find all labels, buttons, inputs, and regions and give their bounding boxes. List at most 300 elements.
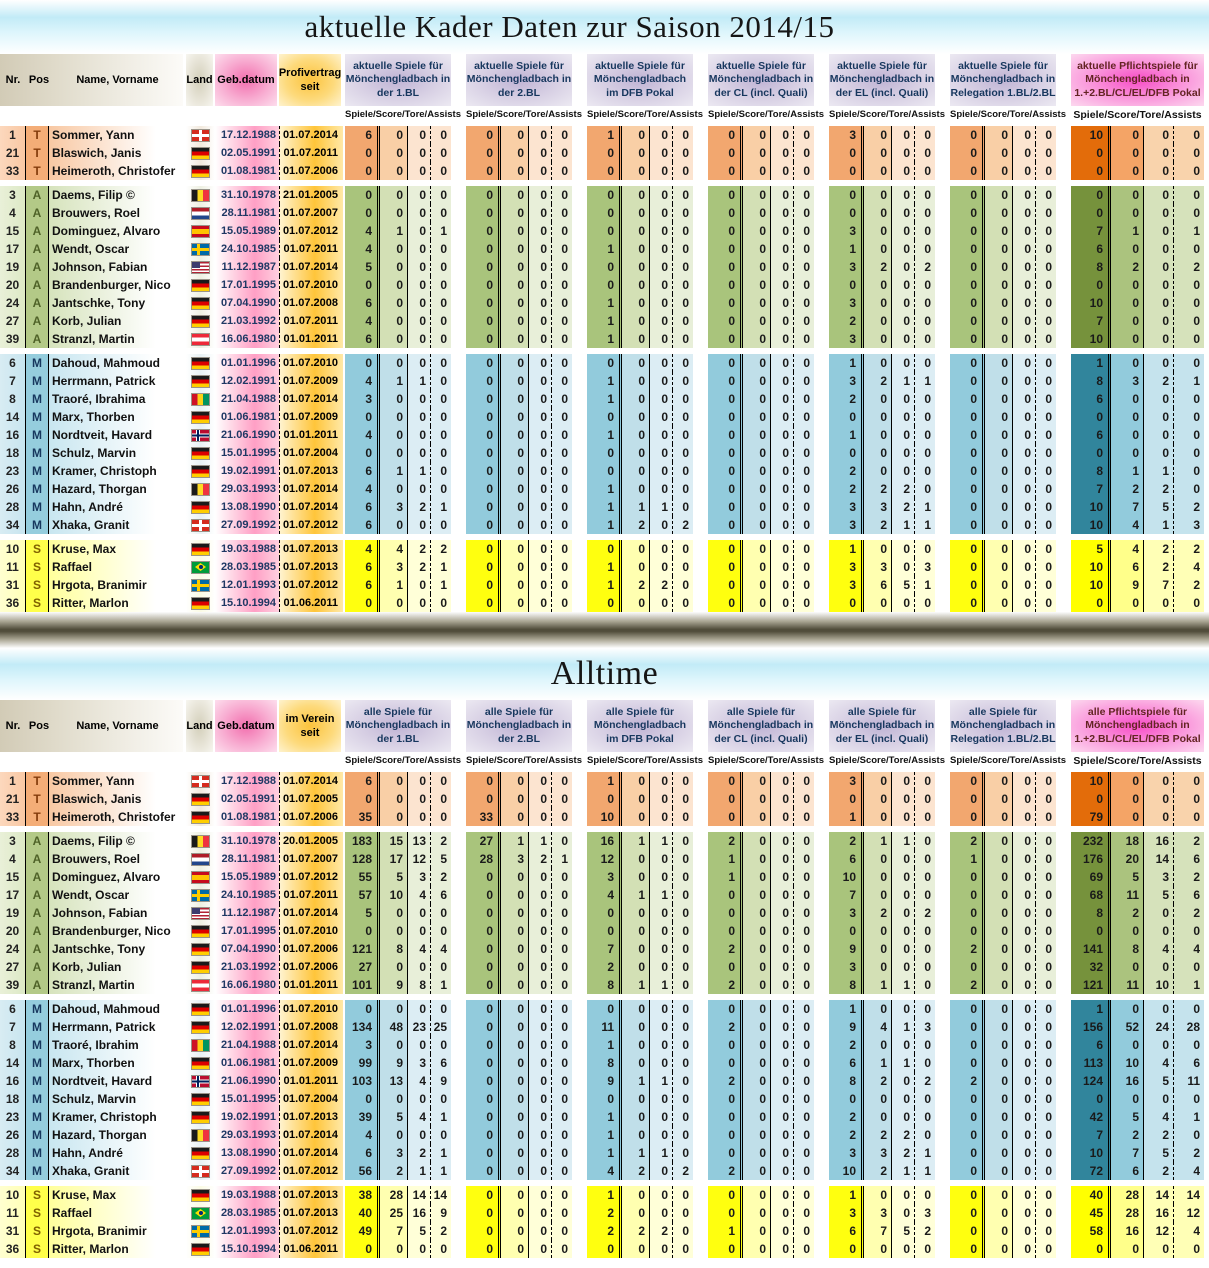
assists-cell: 0 xyxy=(673,276,693,294)
score-cell: 0 xyxy=(501,426,529,444)
stat-group xyxy=(950,276,1056,294)
stat-group xyxy=(466,312,572,330)
stat-group xyxy=(466,144,572,162)
birthdate: 15.10.1994 xyxy=(215,1240,279,1258)
stat-group xyxy=(345,958,451,976)
assists-cell: 4 xyxy=(1174,940,1204,958)
tore-cell: 0 xyxy=(529,1000,552,1018)
pflichtspiele-group xyxy=(1071,1126,1204,1144)
stats-subheader: Spiele/Score/Tore/Assists xyxy=(466,755,582,766)
score-cell: 10 xyxy=(380,886,408,904)
tore-cell: 0 xyxy=(408,258,431,276)
member-since: 01.06.2011 xyxy=(279,594,343,612)
spiele-cell: 1 xyxy=(587,576,622,594)
stat-group xyxy=(587,312,693,330)
player-name: Johnson, Fabian xyxy=(49,904,186,922)
birthdate: 11.12.1987 xyxy=(215,258,279,276)
tore-cell: 0 xyxy=(529,868,552,886)
score-cell: 0 xyxy=(380,1126,408,1144)
spiele-cell: 0 xyxy=(466,594,501,612)
stat-group xyxy=(587,390,693,408)
player-position: M xyxy=(26,462,49,480)
pflichtspiele-group xyxy=(1071,498,1204,516)
score-cell: 0 xyxy=(501,1108,529,1126)
tore-cell: 1 xyxy=(892,976,915,994)
stat-groups xyxy=(345,1036,1204,1054)
member-since: 01.07.2014 xyxy=(279,1126,343,1144)
spiele-cell: 10 xyxy=(829,1162,864,1180)
assists-cell: 0 xyxy=(1036,390,1056,408)
spiele-cell: 0 xyxy=(587,186,622,204)
spiele-cell: 3 xyxy=(829,772,864,790)
player-row xyxy=(0,498,1209,516)
score-cell: 0 xyxy=(864,594,892,612)
stat-groups xyxy=(345,772,1204,790)
assists-cell: 0 xyxy=(1036,330,1056,348)
player-row xyxy=(0,958,1209,976)
flag-germany-icon xyxy=(192,376,209,387)
tore-cell: 0 xyxy=(771,276,794,294)
score-cell: 0 xyxy=(985,186,1013,204)
player-number: 17 xyxy=(0,886,26,904)
tore-cell: 1 xyxy=(650,1072,673,1090)
stat-group xyxy=(708,850,814,868)
player-number: 28 xyxy=(0,498,26,516)
assists-cell: 4 xyxy=(1174,558,1204,576)
player-number: 6 xyxy=(0,1000,26,1018)
tore-cell: 0 xyxy=(408,312,431,330)
assists-cell: 1 xyxy=(431,976,451,994)
spiele-cell: 8 xyxy=(829,1072,864,1090)
spiele-cell: 0 xyxy=(1071,594,1111,612)
spiele-cell: 0 xyxy=(708,330,743,348)
spiele-cell: 232 xyxy=(1071,832,1111,850)
tore-cell: 0 xyxy=(529,1186,552,1204)
stat-group xyxy=(950,922,1056,940)
score-cell: 0 xyxy=(743,1036,771,1054)
assists-cell: 0 xyxy=(552,904,572,922)
member-since: 01.07.2013 xyxy=(279,1108,343,1126)
country-cell xyxy=(186,886,215,904)
member-since: 01.07.2007 xyxy=(279,850,343,868)
country-cell xyxy=(186,462,215,480)
assists-cell: 0 xyxy=(431,922,451,940)
country-cell xyxy=(186,516,215,534)
stat-group xyxy=(950,240,1056,258)
spiele-cell: 0 xyxy=(708,516,743,534)
tore-cell: 0 xyxy=(408,162,431,180)
assists-cell: 0 xyxy=(552,594,572,612)
country-cell xyxy=(186,808,215,826)
tore-cell: 0 xyxy=(529,204,552,222)
stat-group xyxy=(829,276,935,294)
score-cell: 0 xyxy=(380,390,408,408)
score-cell: 4 xyxy=(380,540,408,558)
score-cell: 1 xyxy=(622,886,650,904)
score-cell: 0 xyxy=(380,204,408,222)
score-cell: 0 xyxy=(501,976,529,994)
stat-group xyxy=(829,868,935,886)
score-cell: 0 xyxy=(743,1144,771,1162)
tore-cell: 5 xyxy=(408,1222,431,1240)
score-cell: 10 xyxy=(1111,1054,1144,1072)
player-name: Raffael xyxy=(49,1204,186,1222)
assists-cell: 0 xyxy=(431,594,451,612)
assists-cell: 0 xyxy=(794,940,814,958)
tore-cell: 0 xyxy=(1144,312,1174,330)
spiele-cell: 0 xyxy=(466,126,501,144)
pflichtspiele-group xyxy=(1071,558,1204,576)
assists-cell: 0 xyxy=(431,426,451,444)
score-cell: 0 xyxy=(622,772,650,790)
assists-cell: 0 xyxy=(552,790,572,808)
player-position: M xyxy=(26,390,49,408)
assists-cell: 0 xyxy=(1036,1054,1056,1072)
spiele-cell: 176 xyxy=(1071,850,1111,868)
stat-group xyxy=(345,1240,451,1258)
spiele-cell: 5 xyxy=(1071,540,1111,558)
tore-cell: 0 xyxy=(1013,1240,1036,1258)
score-cell: 0 xyxy=(985,1144,1013,1162)
assists-cell: 0 xyxy=(431,354,451,372)
spiele-cell: 0 xyxy=(950,162,985,180)
player-number: 10 xyxy=(0,540,26,558)
stat-group xyxy=(587,498,693,516)
tore-cell: 0 xyxy=(771,498,794,516)
score-cell: 17 xyxy=(380,850,408,868)
assists-cell: 0 xyxy=(1036,904,1056,922)
assists-cell: 0 xyxy=(552,1240,572,1258)
score-cell: 1 xyxy=(380,462,408,480)
assists-cell: 0 xyxy=(673,790,693,808)
stat-group xyxy=(345,850,451,868)
col-header-pos: Pos xyxy=(28,719,50,732)
tore-cell: 0 xyxy=(1013,204,1036,222)
pflichtspiele-group xyxy=(1071,516,1204,534)
spiele-cell: 12 xyxy=(587,850,622,868)
assists-cell: 0 xyxy=(1036,240,1056,258)
score-cell: 0 xyxy=(864,444,892,462)
spiele-cell: 0 xyxy=(1071,162,1111,180)
score-cell: 6 xyxy=(1111,1162,1144,1180)
stat-group xyxy=(708,1000,814,1018)
score-cell: 0 xyxy=(501,558,529,576)
tore-cell: 0 xyxy=(650,1036,673,1054)
stat-group xyxy=(345,1054,451,1072)
spiele-cell: 68 xyxy=(1071,886,1111,904)
stat-group xyxy=(345,1108,451,1126)
score-cell: 3 xyxy=(380,558,408,576)
stat-group xyxy=(708,186,814,204)
tore-cell: 0 xyxy=(1144,904,1174,922)
stat-group xyxy=(345,126,451,144)
stat-groups xyxy=(345,312,1204,330)
stat-groups xyxy=(345,832,1204,850)
score-cell: 2 xyxy=(1111,258,1144,276)
spiele-cell: 1 xyxy=(587,498,622,516)
score-cell: 0 xyxy=(622,1204,650,1222)
score-cell: 0 xyxy=(1111,1000,1144,1018)
tore-cell: 0 xyxy=(1144,1036,1174,1054)
score-cell: 0 xyxy=(622,594,650,612)
assists-cell: 0 xyxy=(915,940,935,958)
spiele-cell: 1 xyxy=(829,426,864,444)
spiele-cell: 2 xyxy=(587,1222,622,1240)
stat-group xyxy=(708,372,814,390)
assists-cell: 0 xyxy=(915,868,935,886)
member-since: 01.07.2013 xyxy=(279,462,343,480)
score-cell: 5 xyxy=(380,868,408,886)
tore-cell: 0 xyxy=(771,1072,794,1090)
stat-group xyxy=(829,390,935,408)
score-cell: 2 xyxy=(864,516,892,534)
stat-groups xyxy=(345,1222,1204,1240)
assists-cell: 3 xyxy=(1174,516,1204,534)
assists-cell: 0 xyxy=(1036,498,1056,516)
assists-cell: 0 xyxy=(1036,790,1056,808)
birthdate: 17.12.1988 xyxy=(215,772,279,790)
assists-cell: 0 xyxy=(431,372,451,390)
stat-group xyxy=(829,1090,935,1108)
tore-cell: 0 xyxy=(1013,1090,1036,1108)
assists-cell: 0 xyxy=(1174,390,1204,408)
player-number: 20 xyxy=(0,922,26,940)
tore-cell: 0 xyxy=(771,594,794,612)
assists-cell: 2 xyxy=(1174,832,1204,850)
player-name: Sommer, Yann xyxy=(49,126,186,144)
spiele-cell: 10 xyxy=(1071,330,1111,348)
assists-cell: 0 xyxy=(673,354,693,372)
stat-group xyxy=(708,940,814,958)
assists-cell: 0 xyxy=(794,576,814,594)
tore-cell: 0 xyxy=(892,1240,915,1258)
tore-cell: 0 xyxy=(1013,904,1036,922)
spiele-cell: 0 xyxy=(466,162,501,180)
country-cell xyxy=(186,940,215,958)
spiele-cell: 3 xyxy=(829,372,864,390)
stat-group xyxy=(587,462,693,480)
stat-group xyxy=(950,330,1056,348)
assists-cell: 0 xyxy=(552,258,572,276)
assists-cell: 0 xyxy=(552,772,572,790)
spiele-cell: 2 xyxy=(829,1126,864,1144)
stat-groups xyxy=(345,576,1204,594)
pflichtspiele-group xyxy=(1071,976,1204,994)
assists-cell: 0 xyxy=(1036,940,1056,958)
score-cell: 0 xyxy=(743,1054,771,1072)
stat-group xyxy=(708,790,814,808)
assists-cell: 4 xyxy=(1174,1222,1204,1240)
assists-cell: 0 xyxy=(915,462,935,480)
score-cell: 0 xyxy=(864,1186,892,1204)
assists-cell: 0 xyxy=(915,162,935,180)
spiele-cell: 0 xyxy=(587,1240,622,1258)
stat-group xyxy=(466,1144,572,1162)
assists-cell: 0 xyxy=(915,958,935,976)
birthdate: 27.09.1992 xyxy=(215,1162,279,1180)
stat-group xyxy=(708,1126,814,1144)
spiele-cell: 0 xyxy=(708,312,743,330)
assists-cell: 0 xyxy=(1036,540,1056,558)
player-number: 4 xyxy=(0,204,26,222)
stat-groups xyxy=(345,390,1204,408)
tore-cell: 0 xyxy=(1013,1126,1036,1144)
assists-cell: 0 xyxy=(552,480,572,498)
assists-cell: 0 xyxy=(431,144,451,162)
stat-group xyxy=(345,276,451,294)
assists-cell: 0 xyxy=(431,1000,451,1018)
assists-cell: 0 xyxy=(794,868,814,886)
spiele-cell: 0 xyxy=(1071,204,1111,222)
tore-cell: 0 xyxy=(1013,126,1036,144)
assists-cell: 0 xyxy=(1036,808,1056,826)
player-row xyxy=(0,1144,1209,1162)
spiele-cell: 0 xyxy=(345,1090,380,1108)
player-row xyxy=(0,772,1209,790)
score-cell: 0 xyxy=(985,958,1013,976)
assists-cell: 0 xyxy=(1174,790,1204,808)
spiele-cell: 0 xyxy=(466,958,501,976)
player-position: S xyxy=(26,1222,49,1240)
stat-group-header: aktuelle Spiele für Mönchengladbach in der 1.BL xyxy=(345,54,451,106)
score-cell: 3 xyxy=(1111,372,1144,390)
stat-group xyxy=(345,444,451,462)
spiele-cell: 0 xyxy=(950,462,985,480)
assists-cell: 0 xyxy=(794,444,814,462)
score-cell: 0 xyxy=(380,240,408,258)
stat-group xyxy=(829,162,935,180)
spiele-cell: 5 xyxy=(345,904,380,922)
stat-group xyxy=(708,240,814,258)
assists-cell: 0 xyxy=(552,1108,572,1126)
assists-cell: 3 xyxy=(915,1204,935,1222)
assists-cell: 0 xyxy=(915,240,935,258)
tore-cell: 0 xyxy=(1013,1204,1036,1222)
player-position: T xyxy=(26,144,49,162)
stat-groups xyxy=(345,498,1204,516)
member-since: 01.07.2011 xyxy=(279,240,343,258)
birthdate: 01.01.1996 xyxy=(215,354,279,372)
tore-cell: 10 xyxy=(1144,976,1174,994)
score-cell: 0 xyxy=(622,480,650,498)
stat-group xyxy=(829,240,935,258)
position-block-a xyxy=(0,186,1209,348)
stat-group-header: alle Spiele für Mönchengladbach in der 1.BL xyxy=(345,700,451,752)
score-cell: 0 xyxy=(985,516,1013,534)
tore-cell: 14 xyxy=(1144,1186,1174,1204)
assists-cell: 0 xyxy=(794,594,814,612)
tore-cell: 0 xyxy=(892,1186,915,1204)
stat-group xyxy=(466,940,572,958)
tore-cell: 0 xyxy=(408,354,431,372)
assists-cell: 0 xyxy=(915,186,935,204)
assists-cell: 2 xyxy=(673,1162,693,1180)
assists-cell: 0 xyxy=(552,186,572,204)
assists-cell: 0 xyxy=(1036,1144,1056,1162)
stat-group xyxy=(829,1222,935,1240)
assists-cell: 0 xyxy=(552,540,572,558)
score-cell: 0 xyxy=(622,330,650,348)
score-cell: 0 xyxy=(864,922,892,940)
spiele-cell: 1 xyxy=(587,240,622,258)
tore-cell: 0 xyxy=(650,186,673,204)
score-cell: 0 xyxy=(743,1222,771,1240)
spiele-cell: 0 xyxy=(708,276,743,294)
spiele-cell: 6 xyxy=(345,558,380,576)
assists-cell: 0 xyxy=(1036,1204,1056,1222)
stat-group xyxy=(587,1162,693,1180)
stat-groups xyxy=(345,516,1204,534)
player-position: A xyxy=(26,976,49,994)
tore-cell: 0 xyxy=(529,1036,552,1054)
assists-cell: 0 xyxy=(794,1036,814,1054)
stat-group xyxy=(587,958,693,976)
tore-cell: 0 xyxy=(529,1204,552,1222)
tore-cell: 0 xyxy=(408,294,431,312)
spiele-cell: 0 xyxy=(345,922,380,940)
spiele-cell: 0 xyxy=(708,354,743,372)
score-cell: 0 xyxy=(864,790,892,808)
player-row xyxy=(0,886,1209,904)
player-name: Brouwers, Roel xyxy=(49,204,186,222)
spiele-cell: 3 xyxy=(829,258,864,276)
tore-cell: 2 xyxy=(1144,1126,1174,1144)
stat-group xyxy=(950,850,1056,868)
assists-cell: 0 xyxy=(673,222,693,240)
assists-cell: 0 xyxy=(431,462,451,480)
stats-subheader: Spiele/Score/Tore/Assists xyxy=(1073,109,1202,121)
score-cell: 0 xyxy=(380,958,408,976)
spiele-cell: 57 xyxy=(345,886,380,904)
player-name: Brandenburger, Nico xyxy=(49,276,186,294)
stat-group xyxy=(587,976,693,994)
stat-group xyxy=(466,1204,572,1222)
assists-cell: 0 xyxy=(1174,162,1204,180)
stat-groups xyxy=(345,790,1204,808)
assists-cell: 0 xyxy=(431,772,451,790)
stat-group xyxy=(345,462,451,480)
assists-cell: 1 xyxy=(915,576,935,594)
player-position: M xyxy=(26,354,49,372)
country-cell xyxy=(186,1126,215,1144)
score-cell: 0 xyxy=(622,1054,650,1072)
stat-groups xyxy=(345,594,1204,612)
birthdate: 27.09.1992 xyxy=(215,516,279,534)
tore-cell: 0 xyxy=(529,1144,552,1162)
stat-group xyxy=(950,258,1056,276)
spiele-cell: 6 xyxy=(345,516,380,534)
score-cell: 0 xyxy=(1111,354,1144,372)
stat-group-header: aktuelle Pflichtspiele für Mönchengladbach in 1.+2.BL/CL/EL/DFB Pokal xyxy=(1071,54,1204,106)
assists-cell: 14 xyxy=(431,1186,451,1204)
flag-germany-icon xyxy=(192,962,209,973)
assists-cell: 0 xyxy=(431,276,451,294)
member-since: 01.07.2010 xyxy=(279,354,343,372)
player-row xyxy=(0,312,1209,330)
assists-cell: 0 xyxy=(673,498,693,516)
flag-germany-icon xyxy=(192,412,209,423)
spiele-cell: 27 xyxy=(345,958,380,976)
tore-cell: 0 xyxy=(529,808,552,826)
score-cell: 0 xyxy=(1111,594,1144,612)
spiele-cell: 3 xyxy=(829,294,864,312)
spiele-cell: 6 xyxy=(345,294,380,312)
member-since: 01.07.2008 xyxy=(279,1018,343,1036)
member-since: 01.07.2012 xyxy=(279,516,343,534)
assists-cell: 0 xyxy=(794,354,814,372)
spiele-cell: 141 xyxy=(1071,940,1111,958)
assists-cell: 1 xyxy=(915,516,935,534)
